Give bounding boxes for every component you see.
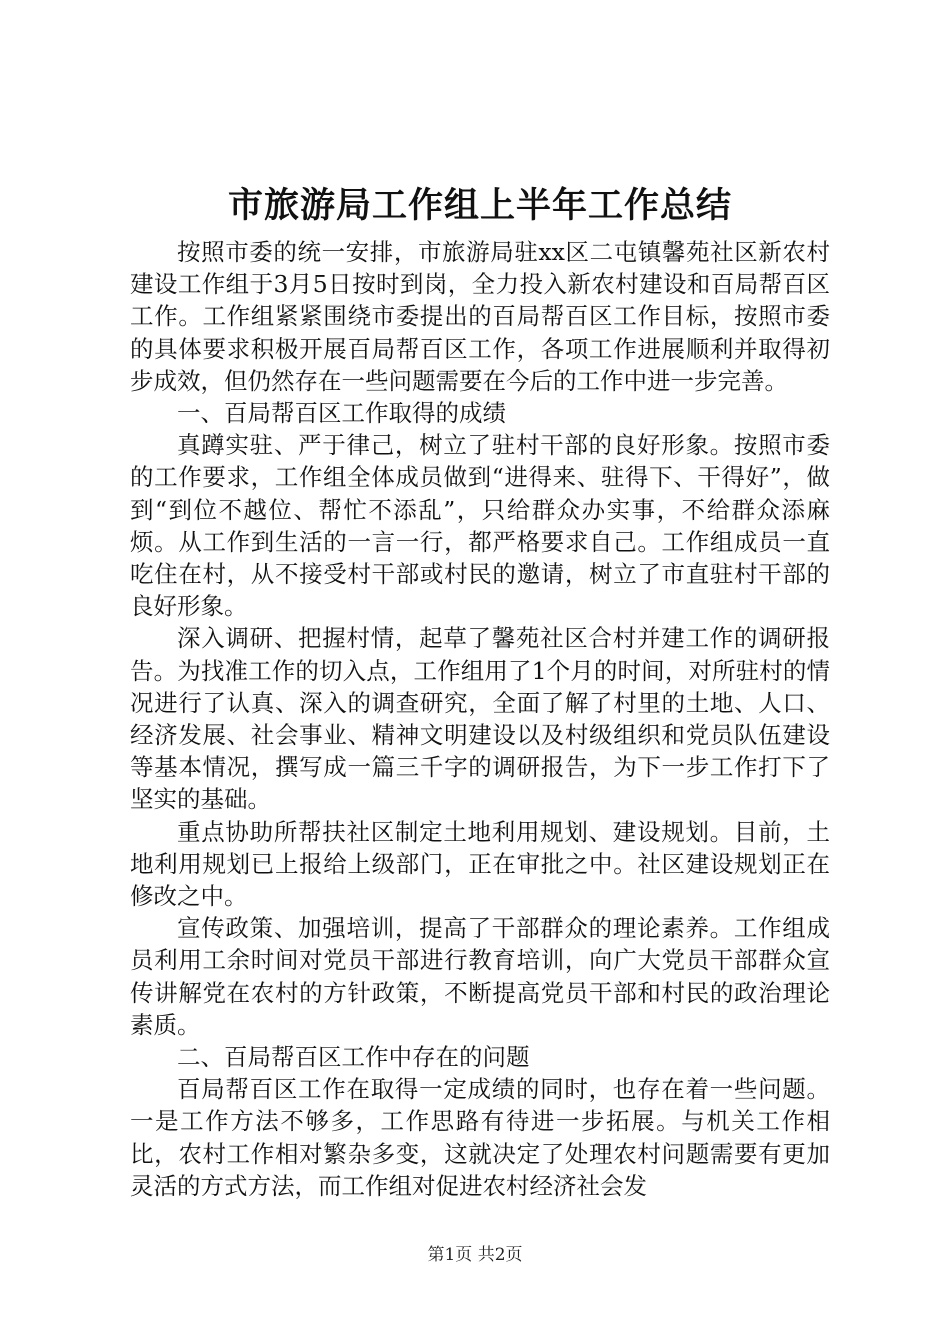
document-title: 市旅游局工作组上半年工作总结	[227, 185, 732, 226]
paragraph-problems: 百局帮百区工作在取得一定成绩的同时，也存在着一些问题。一是工作方法不够多，工作思路有待进一步拓展。与机关工作相比，农村工作相对繁杂多变，这就决定了处理农村问题需要有更加灵活的方式方法，而工作组对促进农村经济社会发	[130, 1075, 830, 1200]
document-body	[130, 236, 830, 1202]
page-number-footer: 第1页 共2页	[427, 1245, 523, 1265]
paragraph-research: 深入调研、把握村情，起草了馨苑社区合村并建工作的调研报告。为找准工作的切入点，工作组用了1个月的时间，对所驻村的情况进行了认真、深入的调查研究，全面了解了村里的土地、人口、经济发展、社会事业、精神文明建设以及村级组织和党员队伍建设等基本情况，撰写成一篇三千字的调研报告，为下一步工作打下了坚实的基础。	[130, 624, 830, 814]
section-heading-problems: 二、百局帮百区工作中存在的问题	[177, 1043, 530, 1072]
section-heading-achievements: 一、百局帮百区工作取得的成绩	[177, 399, 506, 428]
paragraph-training: 宣传政策、加强培训，提高了干部群众的理论素养。工作组成员利用工余时间对党员干部进行教育培训，向广大党员干部群众宣传讲解党在农村的方针政策，不断提高党员干部和村民的政治理论素质。	[130, 914, 830, 1039]
paragraph-planning: 重点协助所帮扶社区制定土地利用规划、建设规划。目前，土地利用规划已上报给上级部门，正在审批之中。社区建设规划正在修改之中。	[130, 817, 830, 911]
paragraph-discipline: 真蹲实驻、严于律己，树立了驻村干部的良好形象。按照市委的工作要求，工作组全体成员做到“进得来、驻得下、干得好”，做到“到位不越位、帮忙不添乱”，只给群众办实事，不给群众添麻烦。从工作到生活的一言一行，都严格要求自己。工作组成员一直吃住在村，从不接受村干部或村民的邀请，树立了市直驻村干部的良好形象。	[130, 431, 830, 621]
intro-paragraph: 按照市委的统一安排，市旅游局驻xx区二屯镇馨苑社区新农村建设工作组于3月5日按时到岗，全力投入新农村建设和百局帮百区工作。工作组紧紧围绕市委提出的百局帮百区工作目标，按照市委的具体要求积极开展百局帮百区工作，各项工作进展顺利并取得初步成效，但仍然存在一些问题需要在今后的工作中进一步完善。	[130, 238, 830, 395]
